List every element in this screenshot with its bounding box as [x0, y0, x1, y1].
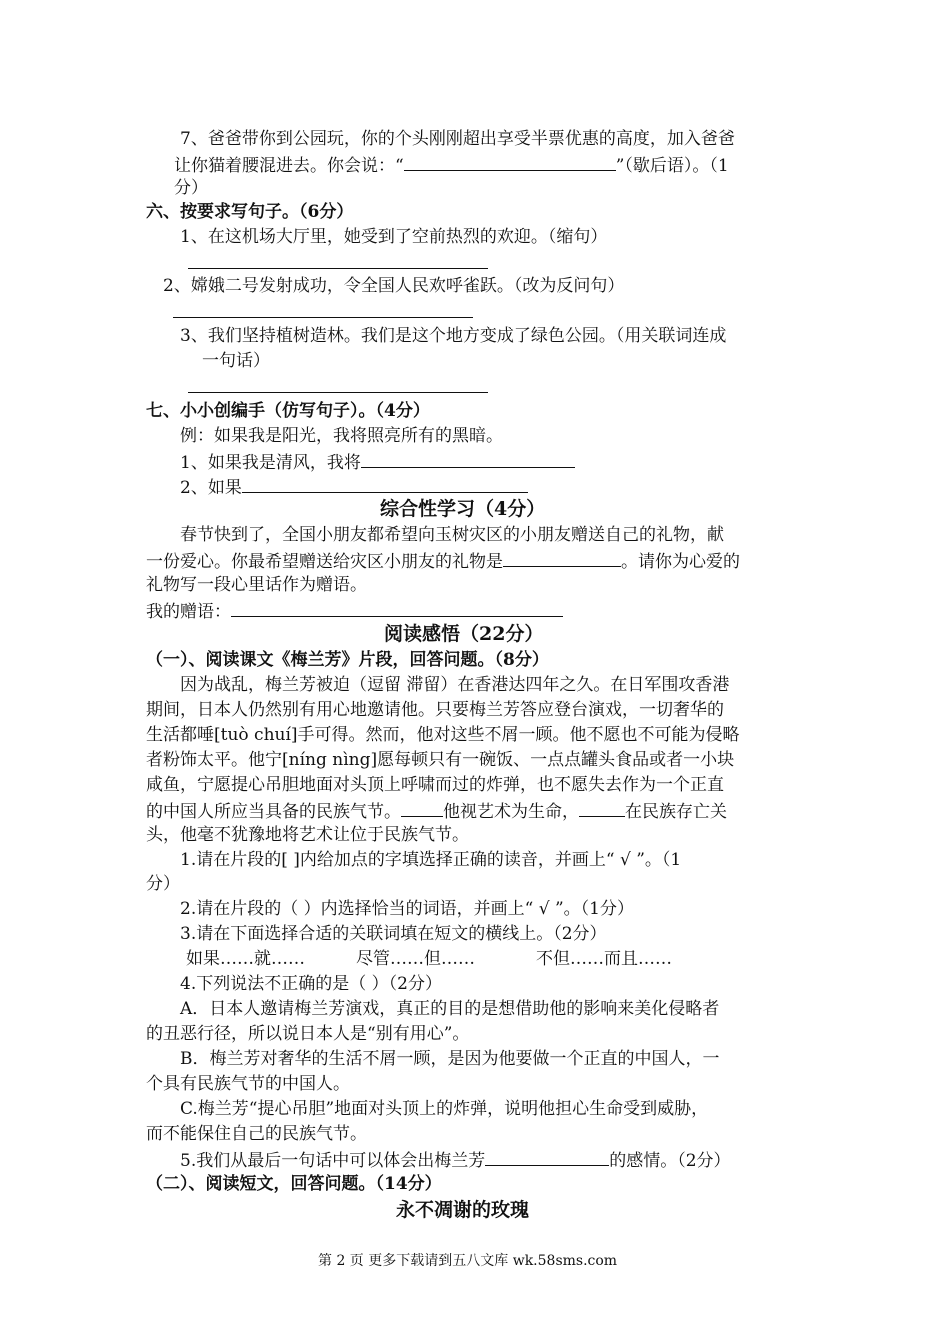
q4-option-b-line1: B．梅兰芳对奢华的生活不屑一顾，是因为他要做一个正直的中国人，一 — [180, 1049, 720, 1069]
answer-blank[interactable] — [231, 598, 563, 617]
section6-title: 六、按要求写句子。（6分） — [146, 202, 354, 222]
passage-line: 头，他毫不犹豫地将艺术让位于民族气节。 — [146, 825, 469, 845]
gift-label: 我的赠语： — [146, 602, 231, 622]
passage-line: 生活都唾[tuò chuí]手可得。然而，他对这些不屑一顾。他不愿也不可能为侵略 — [146, 725, 740, 745]
q3-option: 尽管……但…… — [356, 949, 475, 969]
q4-option-a-line2: 的丑恶行径，所以说日本人是“别有用心”。 — [146, 1024, 470, 1044]
q1-line2: 分） — [146, 874, 180, 894]
passage-line: 期间，日本人仍然别有用心地邀请他。只要梅兰芳答应登台演戏，一切奢华的 — [146, 700, 724, 720]
q4-option-a-line1: A．日本人邀请梅兰芳演戏，真正的目的是想借助他的影响来美化侵略者 — [180, 999, 720, 1019]
section7-item1 — [180, 449, 575, 475]
answer-blank[interactable] — [485, 1147, 609, 1166]
q7-line1: 7、爸爸带你到公园玩，你的个头刚刚超出享受半票优惠的高度，加入爸爸 — [180, 129, 735, 149]
q4-option-c-line2: 而不能保住自己的民族气节。 — [146, 1124, 367, 1144]
passage-line: 者粉饰太平。他宁[níng nìng]愿每顿只有一碗饭、一点点罐头食品或者一小块 — [146, 750, 735, 770]
page-footer: 第 2 页 更多下载请到五八文库 wk.58sms.com — [318, 1253, 618, 1269]
comprehensive-title: 综合性学习（4分） — [380, 498, 546, 520]
answer-line[interactable] — [188, 268, 488, 269]
q4-option-b-line2: 个具有民族气节的中国人。 — [146, 1074, 350, 1094]
reading-part2-title: （二）、阅读短文，回答问题。（14分） — [146, 1174, 442, 1194]
section6-item3-line1: 3、我们坚持植树造林。我们是这个地方变成了绿色公园。（用关联词连成 — [180, 326, 727, 346]
section7-item2-text: 2、如果 — [180, 478, 242, 498]
comprehensive-p1: 春节快到了，全国小朋友都希望向玉树灾区的小朋友赠送自己的礼物，献 — [180, 525, 724, 545]
q3-option: 不但……而且…… — [536, 949, 672, 969]
q4: 4.下列说法不正确的是（ ）（2分） — [180, 974, 442, 994]
q7-line2-text: 让你猫着腰混进去。你会说：“ — [174, 156, 404, 176]
section6-item2: 2、嫦娥二号发射成功，令全国人民欢呼雀跃。（改为反问句） — [163, 276, 625, 296]
answer-blank[interactable] — [404, 152, 616, 171]
passage-line: 咸鱼，宁愿提心吊胆地面对头顶上呼啸而过的炸弹，也不愿失去作为一个正直 — [146, 775, 724, 795]
comprehensive-p3: 礼物写一段心里话作为赠语。 — [146, 575, 367, 595]
reading-title: 阅读感悟（22分） — [384, 623, 544, 645]
comprehensive-p2 — [146, 548, 740, 574]
q5-text: 5.我们从最后一句话中可以体会出梅兰芳 — [180, 1151, 486, 1171]
passage-line: 因为战乱，梅兰芳被迫（逗留 滞留）在香港达四年之久。在日军围攻香港 — [180, 675, 730, 695]
section7-example: 例：如果我是阳光，我将照亮所有的黑暗。 — [180, 426, 503, 446]
answer-blank[interactable] — [401, 798, 443, 817]
q2: 2.请在片段的（ ）内选择恰当的词语，并画上“ √ ”。（1分） — [180, 899, 634, 919]
passage-text: 在民族存亡关 — [625, 802, 727, 822]
answer-blank[interactable] — [579, 798, 625, 817]
answer-line[interactable] — [173, 317, 473, 318]
q3-option: 如果……就…… — [186, 949, 305, 969]
passage-text: 的中国人所应当具备的民族气节。 — [146, 802, 401, 822]
section7-title: 七、小小创编手（仿写句子）。（4分） — [146, 401, 430, 421]
answer-line[interactable] — [188, 392, 488, 393]
q7-line2-end: ”（歇后语）。（1 — [615, 156, 729, 176]
q5-end: 的感情。（2分） — [609, 1151, 731, 1171]
reading-part1-title: （一）、阅读课文《梅兰芳》片段，回答问题。（8分） — [146, 650, 549, 670]
q4-option-c-line1: C.梅兰芳“提心吊胆”地面对头顶上的炸弹，说明他担心生命受到威胁， — [180, 1099, 709, 1119]
answer-blank[interactable] — [242, 474, 528, 493]
comprehensive-p2-end: 。请你为心爱的 — [621, 552, 740, 572]
q3: 3.请在下面选择合适的关联词填在短文的横线上。（2分） — [180, 924, 607, 944]
answer-blank[interactable] — [503, 548, 621, 567]
section6-item1: 1、在这机场大厅里，她受到了空前热烈的欢迎。（缩句） — [180, 227, 608, 247]
section6-item3-line2: 一句话） — [202, 351, 270, 371]
answer-blank[interactable] — [361, 449, 575, 468]
passage-text: 他视艺术为生命， — [443, 802, 579, 822]
section7-item1-text: 1、如果我是清风，我将 — [180, 453, 361, 473]
story-title: 永不凋谢的玫瑰 — [396, 1199, 530, 1221]
comprehensive-p2-text: 一份爱心。你最希望赠送给灾区小朋友的礼物是 — [146, 552, 503, 572]
passage-line — [146, 798, 727, 824]
q7-line3: 分） — [174, 178, 208, 198]
q1-line1: 1.请在片段的[ ]内给加点的字填选择正确的读音，并画上“ √ ”。（1 — [180, 850, 682, 870]
q5 — [180, 1147, 731, 1173]
gift-line — [146, 598, 563, 624]
q7-line2 — [174, 152, 729, 178]
